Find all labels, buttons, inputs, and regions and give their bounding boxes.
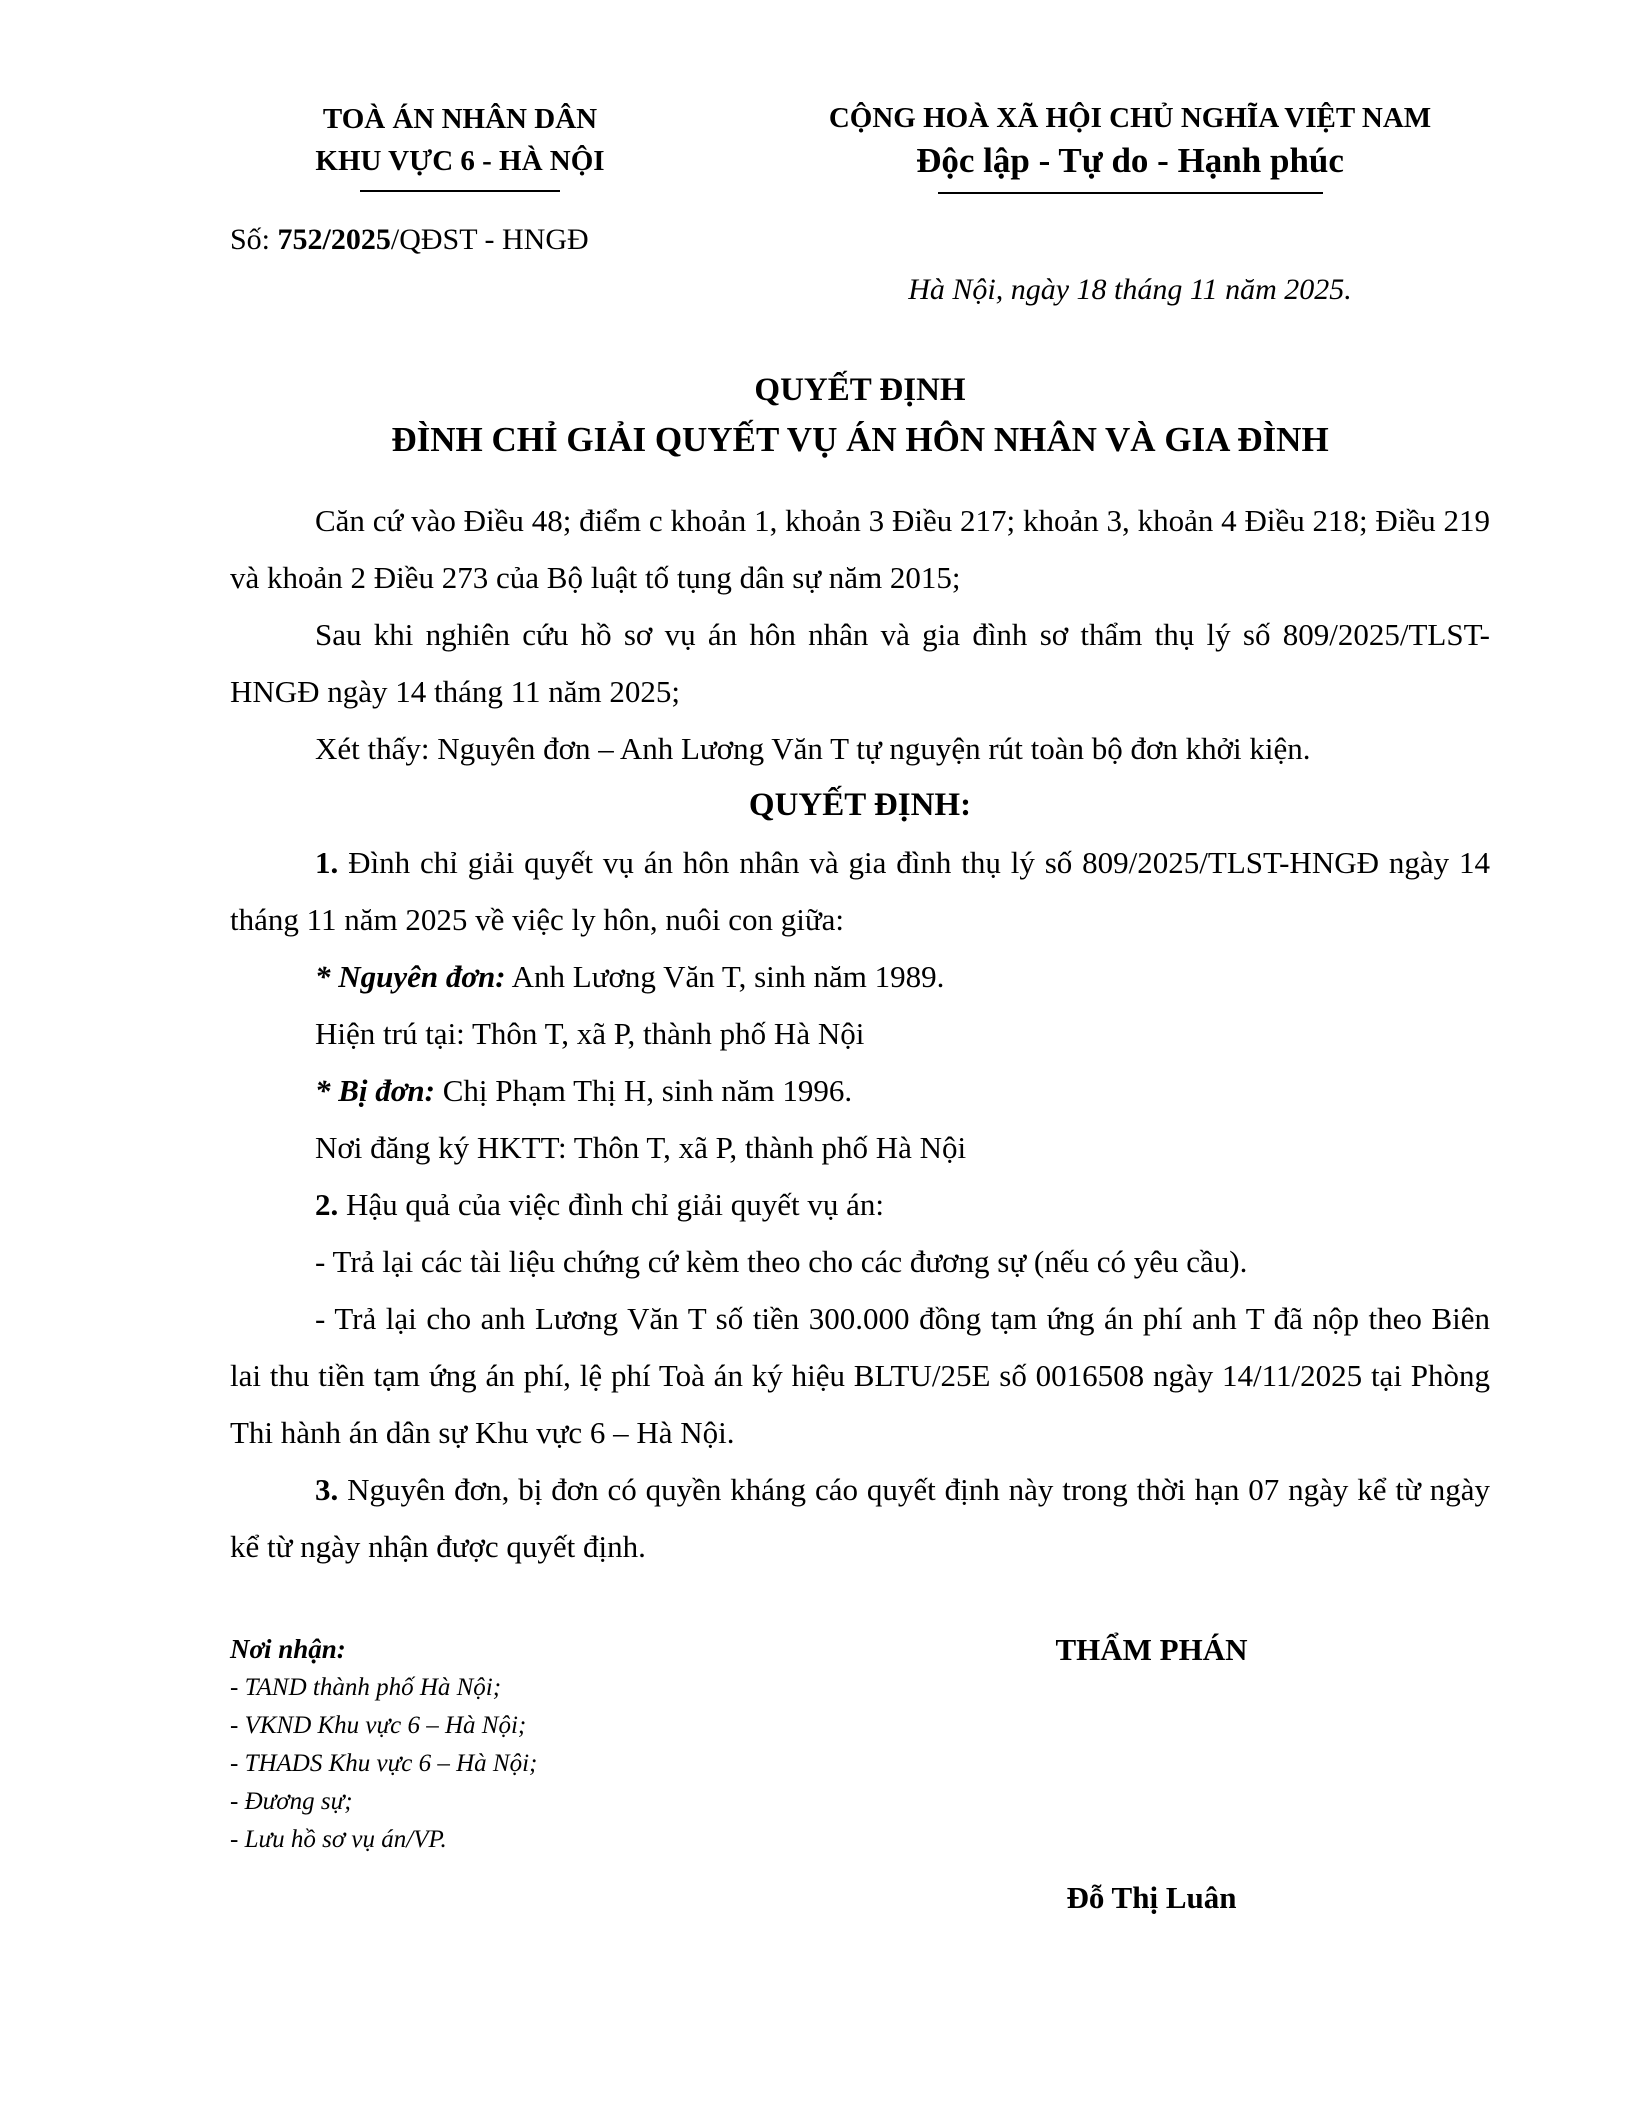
decision-title-line2: ĐÌNH CHỈ GIẢI QUYẾT VỤ ÁN HÔN NHÂN VÀ GIA ĐÌNH	[391, 420, 1329, 459]
decision-title-line1: QUYẾT ĐỊNH	[754, 372, 966, 408]
decision-item-2	[230, 1176, 1490, 1233]
recipient-item: - TAND thành phố Hà Nội;	[230, 1674, 502, 1701]
plaintiff-line	[230, 948, 1490, 1005]
place-date-line: Hà Nội, ngày 18 tháng 11 năm 2025.	[908, 273, 1352, 306]
case-review-paragraph: Sau khi nghiên cứu hồ sơ vụ án hôn nhân và gia đình sơ thẩm thụ lý số 809/2025/TLST-HNGĐ ngày 14 tháng 11 năm 2025;	[230, 617, 1490, 709]
national-name-line: CỘNG HOÀ XÃ HỘI CHỦ NGHĨA VIỆT NAM	[828, 102, 1432, 134]
court-name-divider	[360, 190, 560, 192]
legal-basis-paragraph: Căn cứ vào Điều 48; điểm c khoản 1, khoản 3 Điều 217; khoản 3, khoản 4 Điều 218; Điều 219 và khoản 2 Điều 273 của Bộ luật tố tụng dân sự năm 2015;	[230, 503, 1490, 595]
decision-number-value: 752/2025	[277, 223, 391, 256]
plaintiff-address-line: Hiện trú tại: Thôn T, xã P, thành phố Hà Nội	[315, 1016, 865, 1051]
plaintiff-label: * Nguyên đơn:	[315, 959, 506, 994]
decision-item-3-text: Nguyên đơn, bị đơn có quyền kháng cáo quyết định này trong thời hạn 07 ngày kể từ ngày kể từ ngày nhận được quyết định.	[230, 1472, 1490, 1564]
signature-block	[813, 1629, 1490, 1919]
recipient-item: - Đương sự;	[230, 1788, 353, 1815]
defendant-text: Chị Phạm Thị H, sinh năm 1996.	[435, 1073, 853, 1108]
decision-number-prefix: Số:	[230, 223, 278, 256]
judge-title: THẨM PHÁN	[1055, 1632, 1248, 1667]
decision-item-2-number: 2.	[315, 1187, 339, 1222]
recipient-item: - Lưu hồ sơ vụ án/VP.	[230, 1826, 447, 1853]
recipients-label: Nơi nhận:	[230, 1634, 346, 1664]
document-body	[230, 492, 1490, 1575]
recipient-item: - THADS Khu vực 6 – Hà Nội;	[230, 1750, 538, 1777]
decision-title	[230, 366, 1490, 466]
finding-paragraph: Xét thấy: Nguyên đơn – Anh Lương Văn T tự nguyện rút toàn bộ đơn khởi kiện.	[315, 731, 1311, 766]
decision-item-2-text: Hậu quả của việc đình chỉ giải quyết vụ án:	[338, 1187, 885, 1222]
document-header	[230, 98, 1490, 194]
defendant-address-line: Nơi đăng ký HKTT: Thôn T, xã P, thành phố Hà Nội	[315, 1130, 967, 1165]
defendant-label: * Bị đơn:	[315, 1073, 435, 1108]
plaintiff-text: Anh Lương Văn T, sinh năm 1989.	[505, 959, 945, 994]
appeal-paragraph	[230, 1461, 1490, 1575]
national-header-block	[770, 98, 1490, 194]
decision-number	[230, 220, 1490, 260]
national-motto-line: Độc lập - Tự do - Hạnh phúc	[916, 141, 1344, 180]
refund-paragraph: - Trả lại cho anh Lương Văn T số tiền 300.000 đồng tạm ứng án phí anh T đã nộp theo Biên lai thu tiền tạm ứng án phí, lệ phí Toà án ký hiệu BLTU/25E số 0016508 ngày 14/11/2025 tại Phòng Thi hành án dân sự Khu vực 6 – Hà Nội.	[230, 1301, 1490, 1450]
document-footer	[230, 1629, 1490, 1919]
recipients-block	[230, 1629, 813, 1859]
decision-number-suffix: /QĐST - HNGĐ	[390, 223, 589, 256]
court-name-line2: KHU VỰC 6 - HÀ NỘI	[315, 145, 605, 177]
decision-section-heading: QUYẾT ĐỊNH:	[748, 787, 972, 823]
recipient-item: - VKND Khu vực 6 – Hà Nội;	[230, 1712, 527, 1739]
judge-name: Đỗ Thị Luân	[1066, 1880, 1237, 1915]
defendant-line	[230, 1062, 1490, 1119]
decision-item-1	[230, 834, 1490, 948]
decision-item-1-text: Đình chỉ giải quyết vụ án hôn nhân và gia đình thụ lý số 809/2025/TLST-HNGĐ ngày 14 tháng 11 năm 2025 về việc ly hôn, nuôi con giữa:	[230, 845, 1490, 937]
court-name-block	[230, 98, 690, 192]
decision-item-3-number: 3.	[315, 1472, 339, 1507]
court-name-line1: TOÀ ÁN NHÂN DÂN	[322, 103, 598, 135]
decision-item-1-number: 1.	[315, 845, 339, 880]
return-documents-line: - Trả lại các tài liệu chứng cứ kèm theo cho các đương sự (nếu có yêu cầu).	[315, 1244, 1248, 1279]
national-motto-divider	[938, 192, 1323, 194]
